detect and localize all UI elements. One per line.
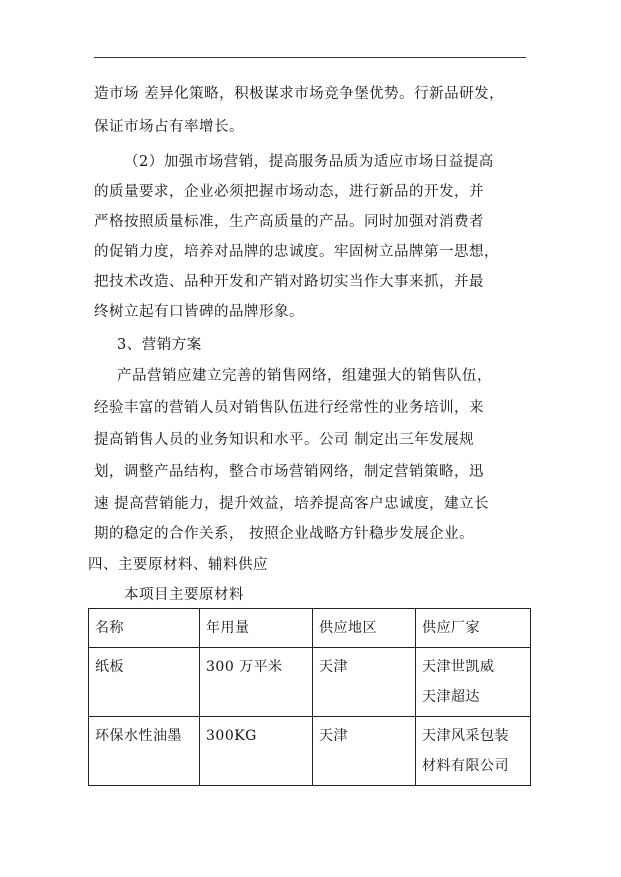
paragraph-line: 严格按照质量标准，生产高质量的产品。同时加强对消费者: [94, 214, 484, 230]
paragraph-line: 的促销力度，培养对品牌的忠诚度。牢固树立品牌第一思想，: [94, 244, 499, 260]
paragraph-line: 产品营销应建立完善的销售网络，组建强大的销售队伍，: [117, 368, 492, 384]
cell-usage: 300 万平米: [200, 648, 313, 717]
chapter-heading: 四、主要原材料、辅料供应: [88, 557, 268, 573]
paragraph-line: （2）加强市场营销，提高服务品质为适应市场日益提高: [124, 154, 494, 170]
header-cell-region: 供应地区: [313, 609, 416, 648]
paragraph-line: 把技术改造、品种开发和产销对路切实当作大事来抓，并最: [94, 274, 484, 290]
section-heading: 3、营销方案: [117, 337, 202, 353]
header-cell-name: 名称: [89, 609, 200, 648]
paragraph-line: 经验丰富的营销人员对销售队伍进行经常性的业务培训，来: [94, 400, 484, 416]
table-header-row: [89, 609, 531, 648]
table-caption: 本项目主要原材料: [124, 587, 244, 603]
paragraph-line: 终树立起有口皆碑的品牌形象。: [94, 304, 304, 320]
paragraph-line: 造市场 差异化策略，积极谋求市场竞争堡优势。行新品研发，: [94, 86, 505, 102]
paragraph-line: 保证市场占有率增长。: [94, 119, 244, 135]
supplier-line: 天津超达: [422, 689, 480, 705]
cell-usage: 300KG: [200, 717, 313, 786]
supplier-line: 天津世凯威: [422, 659, 495, 675]
paragraph-line: 速 提高营销能力，提升效益，培养提高客户忠诚度，建立长: [94, 496, 490, 512]
header-cell-usage: 年用量: [200, 609, 313, 648]
paragraph-line: 提高销售人员的业务知识和水平。公司 制定出三年发展规: [94, 432, 475, 448]
supplier-line: 天津风采包装: [422, 728, 509, 744]
cell-suppliers: [416, 648, 531, 717]
header-rule: [94, 57, 526, 58]
paragraph-line: 期的稳定的合作关系， 按照企业战略方针稳步发展企业。: [94, 526, 475, 542]
cell-name: 纸板: [89, 648, 200, 717]
cell-suppliers: [416, 717, 531, 786]
materials-table: [88, 608, 531, 786]
cell-region: 天津: [313, 648, 416, 717]
paragraph-line: 划，调整产品结构，整合市场营销网络，制定营销策略，迅: [94, 464, 484, 480]
supplier-line: 材料有限公司: [422, 758, 509, 774]
header-cell-supplier: 供应厂家: [416, 609, 531, 648]
table-row: [89, 648, 531, 717]
cell-name: 环保水性油墨: [89, 717, 200, 786]
paragraph-line: 的质量要求，企业必须把握市场动态，进行新品的开发，并: [94, 184, 484, 200]
table-row: [89, 717, 531, 786]
cell-region: 天津: [313, 717, 416, 786]
